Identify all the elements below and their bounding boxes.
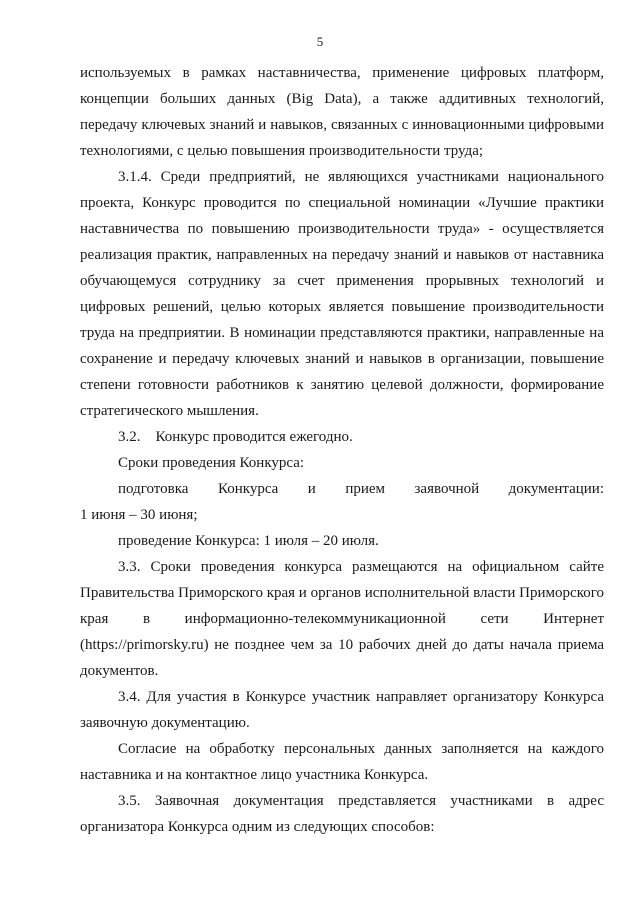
paragraph-preparation: подготовка Конкурса и прием заявочной документации: bbox=[118, 481, 604, 497]
paragraph-terms-heading: Сроки проведения Конкурса: bbox=[118, 455, 305, 471]
paragraph-3-1-4: 3.1.4. Среди предприятий, не являющихся участниками национального проекта, Конкурс проводится по специальной номинации «Лучшие практики наставничества по повышению производительности труда» - осуществляется реализация практик, направленных на передачу знаний и навыков от наставника обучающемуся сотруднику за счет применения прорывных технологий и цифровых решений, целью которых является повышение производительности труда на предприятии. В номинации представляются практики, направленные на сохранение и передачу ключевых знаний и навыков в организации, повышение степени готовности работников к занятию целевой должности, формирование стратегического мышления. bbox=[80, 169, 604, 419]
document-body bbox=[80, 60, 604, 840]
paragraph-holding: проведение Конкурса: 1 июля – 20 июля. bbox=[118, 533, 379, 549]
paragraph-3-2: 3.2. Конкурс проводится ежегодно. bbox=[118, 429, 353, 445]
paragraph-continuation: используемых в рамках наставничества, применение цифровых платформ, концепции больших данных (Big Data), а также аддитивных технологий, передачу ключевых знаний и навыков, связанных с инновационными цифровыми технологиями, с целью повышения производительности труда; bbox=[80, 65, 604, 159]
paragraph-preparation-dates: 1 июня – 30 июня; bbox=[80, 507, 198, 523]
paragraph-3-4: 3.4. Для участия в Конкурсе участник направляет организатору Конкурса заявочную документацию. bbox=[80, 689, 604, 731]
paragraph-consent: Согласие на обработку персональных данных заполняется на каждого наставника и на контактное лицо участника Конкурса. bbox=[80, 741, 604, 783]
paragraph-3-5: 3.5. Заявочная документация представляется участниками в адрес организатора Конкурса одним из следующих способов: bbox=[80, 793, 604, 835]
paragraph-3-3: 3.3. Сроки проведения конкурса размещаются на официальном сайте Правительства Приморского края и органов исполнительной власти Приморского края в информационно-телекоммуникационной сети Интернет (https://primorsky.ru) не позднее чем за 10 рабочих дней до даты начала приема документов. bbox=[80, 559, 604, 679]
page-number: 5 bbox=[316, 34, 324, 49]
